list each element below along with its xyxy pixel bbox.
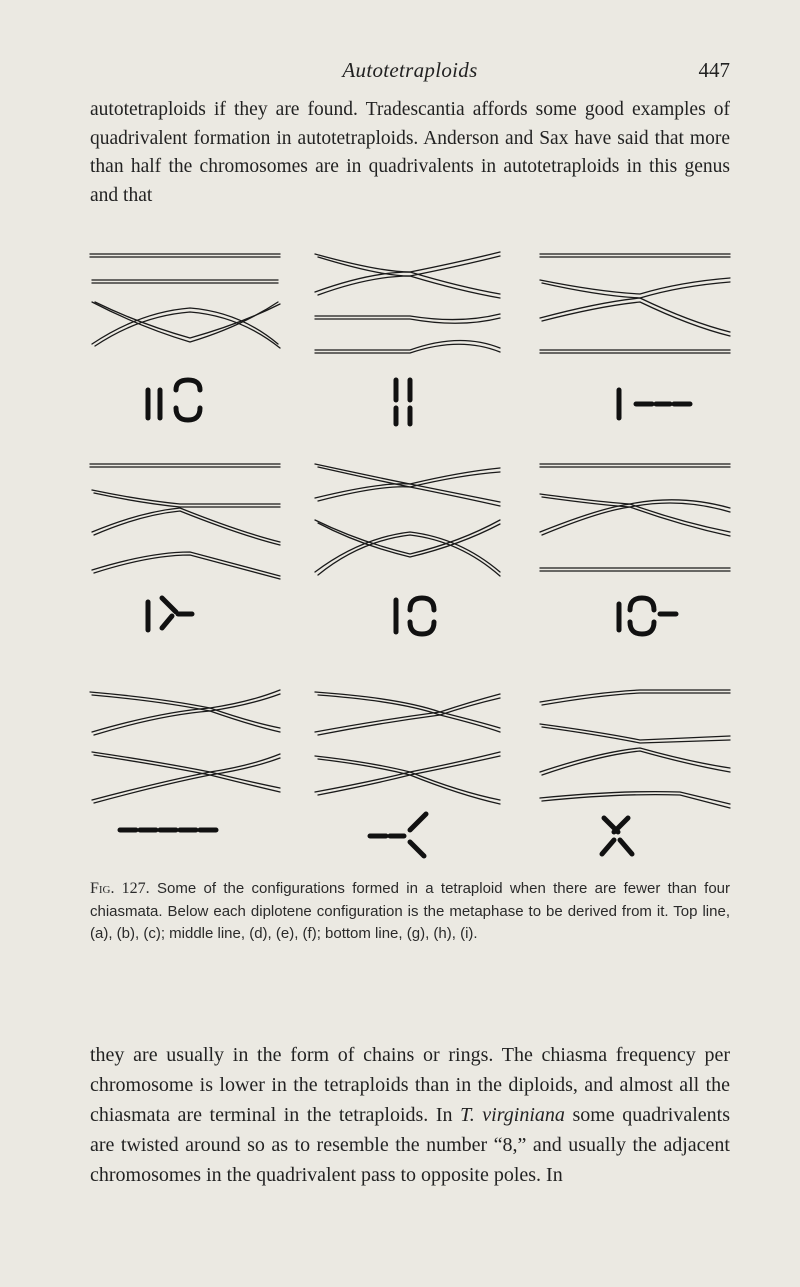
panel-h-diplotene	[315, 692, 500, 804]
caption-text: Some of the configurations formed in a tetraploid when there are fewer than four chiasmata. Below each diplotene configuration is the metaphase to be derived from it. Top line, (a), (b), (c); middle line, (d), (e), (f); bottom line, (g), (h), (i).	[90, 880, 730, 942]
paragraph-bottom-part-2: some quadrivalents are twisted around so as to resemble the number “8,” and usually the adjacent chromosomes in the quadrivalent pass to opposite poles. In	[90, 1104, 730, 1186]
figure-illustration	[80, 232, 740, 882]
paragraph-bottom	[90, 1040, 730, 1190]
panel-d-metaphase	[148, 598, 192, 630]
panel-g-diplotene	[90, 690, 280, 803]
panel-c-diplotene	[540, 254, 730, 353]
panel-f-metaphase	[619, 598, 676, 634]
page-number: 447	[698, 58, 730, 82]
panel-c-metaphase	[619, 390, 690, 418]
running-title: Autotetraploids	[342, 58, 478, 82]
paragraph-top: autotetraploids if they are found. Tradescantia affords some good examples of quadrivalent formation in autotetraploids. Anderson and Sax have said that more than half the chromosomes are in quadrivalents in autotetraploids in this genus and that	[90, 99, 730, 206]
panel-i-metaphase	[602, 818, 632, 854]
panel-h-metaphase	[370, 814, 426, 856]
panel-f-diplotene	[540, 464, 730, 571]
panel-a-diplotene	[90, 254, 280, 348]
paragraph-bottom-part-1: they are usually in the form of chains or rings. The chiasma frequency per chromosome is lower in the tetraploids than in the diploids, and almost all the chiasmata are terminal in the tetraploids. In	[90, 1044, 730, 1126]
panel-a-metaphase	[148, 380, 200, 420]
figure-label: Fig. 127.	[90, 880, 150, 897]
page-header	[90, 58, 730, 88]
panel-e-diplotene	[315, 464, 500, 576]
panel-b-diplotene	[315, 252, 500, 353]
figure-caption	[90, 878, 730, 946]
panel-d-diplotene	[90, 464, 280, 579]
figure-127	[80, 232, 740, 882]
panel-b-metaphase	[396, 380, 410, 424]
species-name: T. virginiana	[460, 1104, 565, 1126]
panel-e-metaphase	[396, 598, 434, 634]
panel-i-diplotene	[540, 690, 730, 808]
